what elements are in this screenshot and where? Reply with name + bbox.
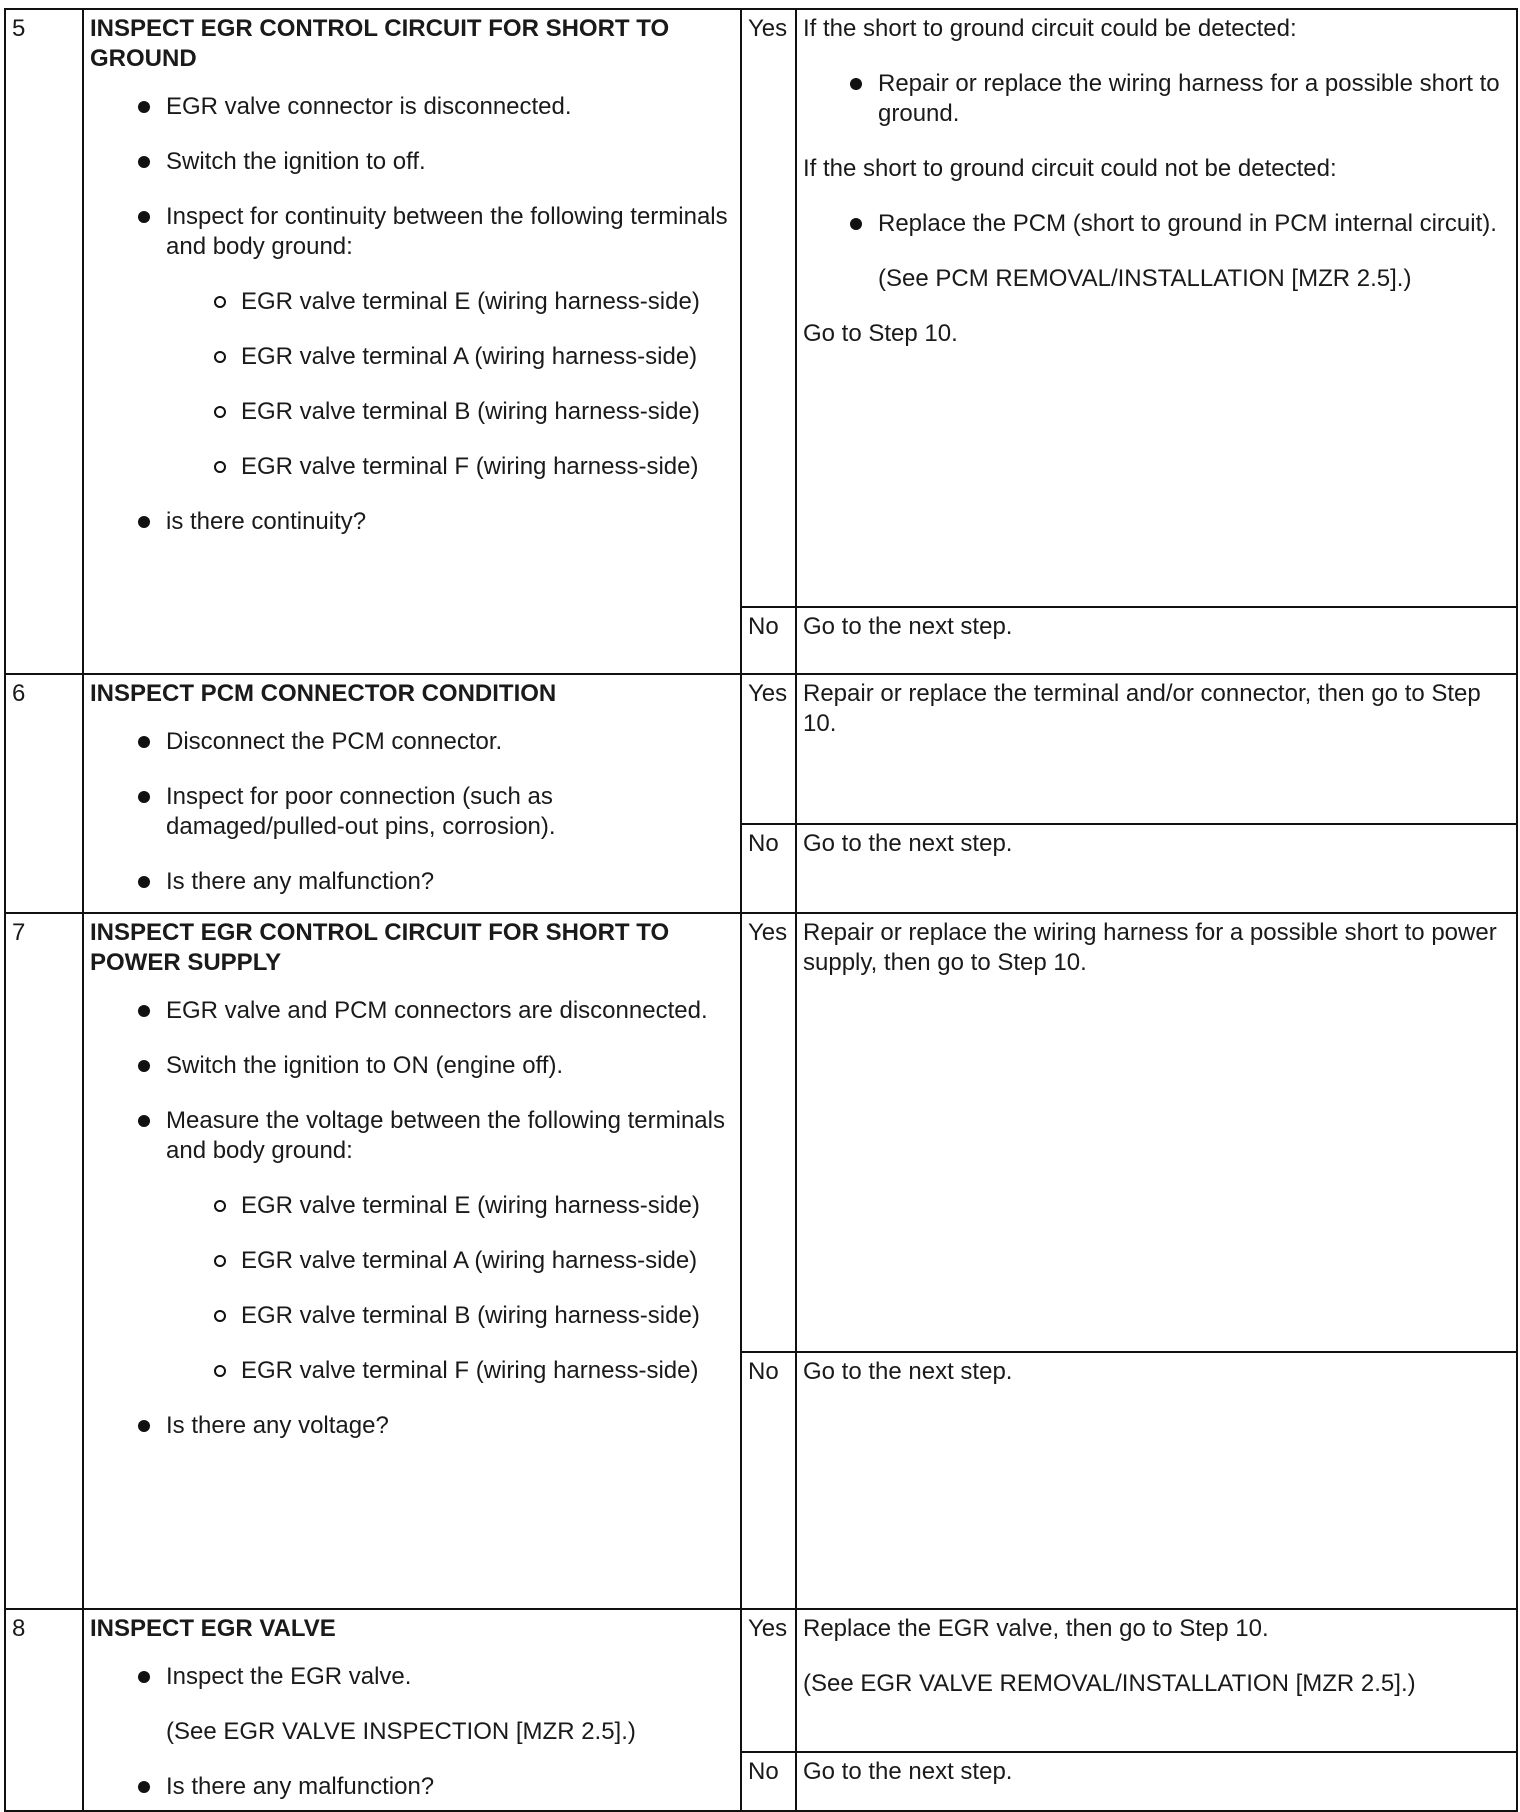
bullet-ring-icon: [214, 461, 226, 473]
terminal-item: EGR valve terminal B (wiring harness-side): [166, 1301, 734, 1331]
step-row-8: [5, 1609, 1517, 1752]
bullet-dot-icon: [138, 1671, 150, 1683]
yes-label: Yes: [741, 674, 796, 824]
bullet-dot-icon: [138, 516, 150, 528]
bullet-ring-icon: [214, 1255, 226, 1267]
step-row-6: [5, 674, 1517, 824]
bullet-dot-icon: [138, 791, 150, 803]
bullet-dot-icon: [138, 1115, 150, 1127]
step-row-5: [5, 9, 1517, 607]
yes-result: Repair or replace the wiring harness for a possible short to power supply, then go to Step 10.: [796, 913, 1517, 1352]
action-list: [90, 996, 734, 1441]
step-action: [83, 9, 741, 674]
step-title: INSPECT PCM CONNECTOR CONDITION: [90, 680, 557, 707]
terminal-item: EGR valve terminal F (wiring harness-side): [166, 1356, 734, 1386]
terminal-item: EGR valve terminal B (wiring harness-side): [166, 397, 734, 427]
bullet-dot-icon: [138, 1060, 150, 1072]
reference-note: (See EGR VALVE REMOVAL/INSTALLATION [MZR 2.5].): [803, 1670, 1416, 1697]
bullet-dot-icon: [138, 211, 150, 223]
terminal-list: [166, 287, 734, 482]
step-action: [83, 913, 741, 1609]
action-item: is there continuity?: [90, 507, 734, 537]
yes-result: If the short to ground circuit could be detected: Repair or replace the wiring harness for a possible short to ground. If the short to ground circuit could not be detected: Replace the PCM (short to ground in PCM internal circuit). (See PCM REMOVAL/INSTALLATION [MZR 2.5].) Go to Step 10.: [796, 9, 1517, 607]
bullet-ring-icon: [214, 1365, 226, 1377]
bullet-dot-icon: [850, 78, 862, 90]
no-result: Go to the next step.: [796, 1752, 1517, 1811]
terminal-list: [166, 1191, 734, 1386]
action-item: Switch the ignition to off.: [90, 147, 734, 177]
bullet-ring-icon: [214, 1200, 226, 1212]
action-item: EGR valve and PCM connectors are disconnected.: [90, 996, 734, 1026]
bullet-dot-icon: [138, 736, 150, 748]
reference-note: (See PCM REMOVAL/INSTALLATION [MZR 2.5].): [878, 265, 1412, 292]
action-list: [90, 727, 734, 897]
action-item: EGR valve connector is disconnected.: [90, 92, 734, 122]
step-action: [83, 1609, 741, 1811]
bullet-dot-icon: [138, 1005, 150, 1017]
action-item: Is there any malfunction?: [90, 867, 734, 897]
bullet-ring-icon: [214, 351, 226, 363]
terminal-item: EGR valve terminal A (wiring harness-side): [166, 342, 734, 372]
step-row-7: [5, 913, 1517, 1352]
action-item: Inspect the EGR valve. (See EGR VALVE INSPECTION [MZR 2.5].): [90, 1662, 734, 1747]
no-result: Go to the next step.: [796, 607, 1517, 674]
action-item: Is there any malfunction?: [90, 1772, 734, 1802]
reference-note: (See EGR VALVE INSPECTION [MZR 2.5].): [166, 1718, 636, 1745]
terminal-item: EGR valve terminal E (wiring harness-side): [166, 287, 734, 317]
bullet-dot-icon: [138, 876, 150, 888]
diagnostic-procedure-table: [4, 8, 1518, 1812]
bullet-dot-icon: [850, 218, 862, 230]
bullet-dot-icon: [138, 1420, 150, 1432]
step-number: 8: [5, 1609, 83, 1811]
action-item: Is there any voltage?: [90, 1411, 734, 1441]
bullet-ring-icon: [214, 296, 226, 308]
yes-label: Yes: [741, 9, 796, 607]
yes-result: Repair or replace the terminal and/or connector, then go to Step 10.: [796, 674, 1517, 824]
step-number: 5: [5, 9, 83, 674]
terminal-item: EGR valve terminal F (wiring harness-side): [166, 452, 734, 482]
bullet-ring-icon: [214, 406, 226, 418]
no-result: Go to the next step.: [796, 824, 1517, 913]
step-action: [83, 674, 741, 913]
action-item: Inspect for poor connection (such as damaged/pulled-out pins, corrosion).: [90, 782, 734, 842]
action-item: Measure the voltage between the following terminals and body ground: EGR valve terminal E (wiring harness-side) EGR valve terminal A (wiring harness-side) EGR valve terminal B (wiring harness-side) EGR valve terminal F (wiring harness-side): [90, 1106, 734, 1386]
no-result: Go to the next step.: [796, 1352, 1517, 1609]
action-item: Disconnect the PCM connector.: [90, 727, 734, 757]
terminal-item: EGR valve terminal A (wiring harness-side): [166, 1246, 734, 1276]
step-title: INSPECT EGR CONTROL CIRCUIT FOR SHORT TO GROUND: [90, 15, 670, 72]
no-label: No: [741, 607, 796, 674]
step-number: 7: [5, 913, 83, 1609]
yes-label: Yes: [741, 1609, 796, 1752]
yes-label: Yes: [741, 913, 796, 1352]
no-label: No: [741, 824, 796, 913]
bullet-ring-icon: [214, 1310, 226, 1322]
bullet-dot-icon: [138, 1781, 150, 1793]
no-label: No: [741, 1752, 796, 1811]
step-number: 6: [5, 674, 83, 913]
yes-result: Replace the EGR valve, then go to Step 10. (See EGR VALVE REMOVAL/INSTALLATION [MZR 2.5].): [796, 1609, 1517, 1752]
bullet-dot-icon: [138, 101, 150, 113]
action-list: [90, 92, 734, 537]
step-title: INSPECT EGR VALVE: [90, 1615, 336, 1642]
no-label: No: [741, 1352, 796, 1609]
action-item: Switch the ignition to ON (engine off).: [90, 1051, 734, 1081]
action-item: Inspect for continuity between the following terminals and body ground: EGR valve terminal E (wiring harness-side) EGR valve terminal A (wiring harness-side) EGR valve terminal B (wiring harness-side) EGR valve terminal F (wiring harness-side): [90, 202, 734, 482]
terminal-item: EGR valve terminal E (wiring harness-side): [166, 1191, 734, 1221]
step-title: INSPECT EGR CONTROL CIRCUIT FOR SHORT TO POWER SUPPLY: [90, 919, 670, 976]
bullet-dot-icon: [138, 156, 150, 168]
action-list: [90, 1662, 734, 1802]
